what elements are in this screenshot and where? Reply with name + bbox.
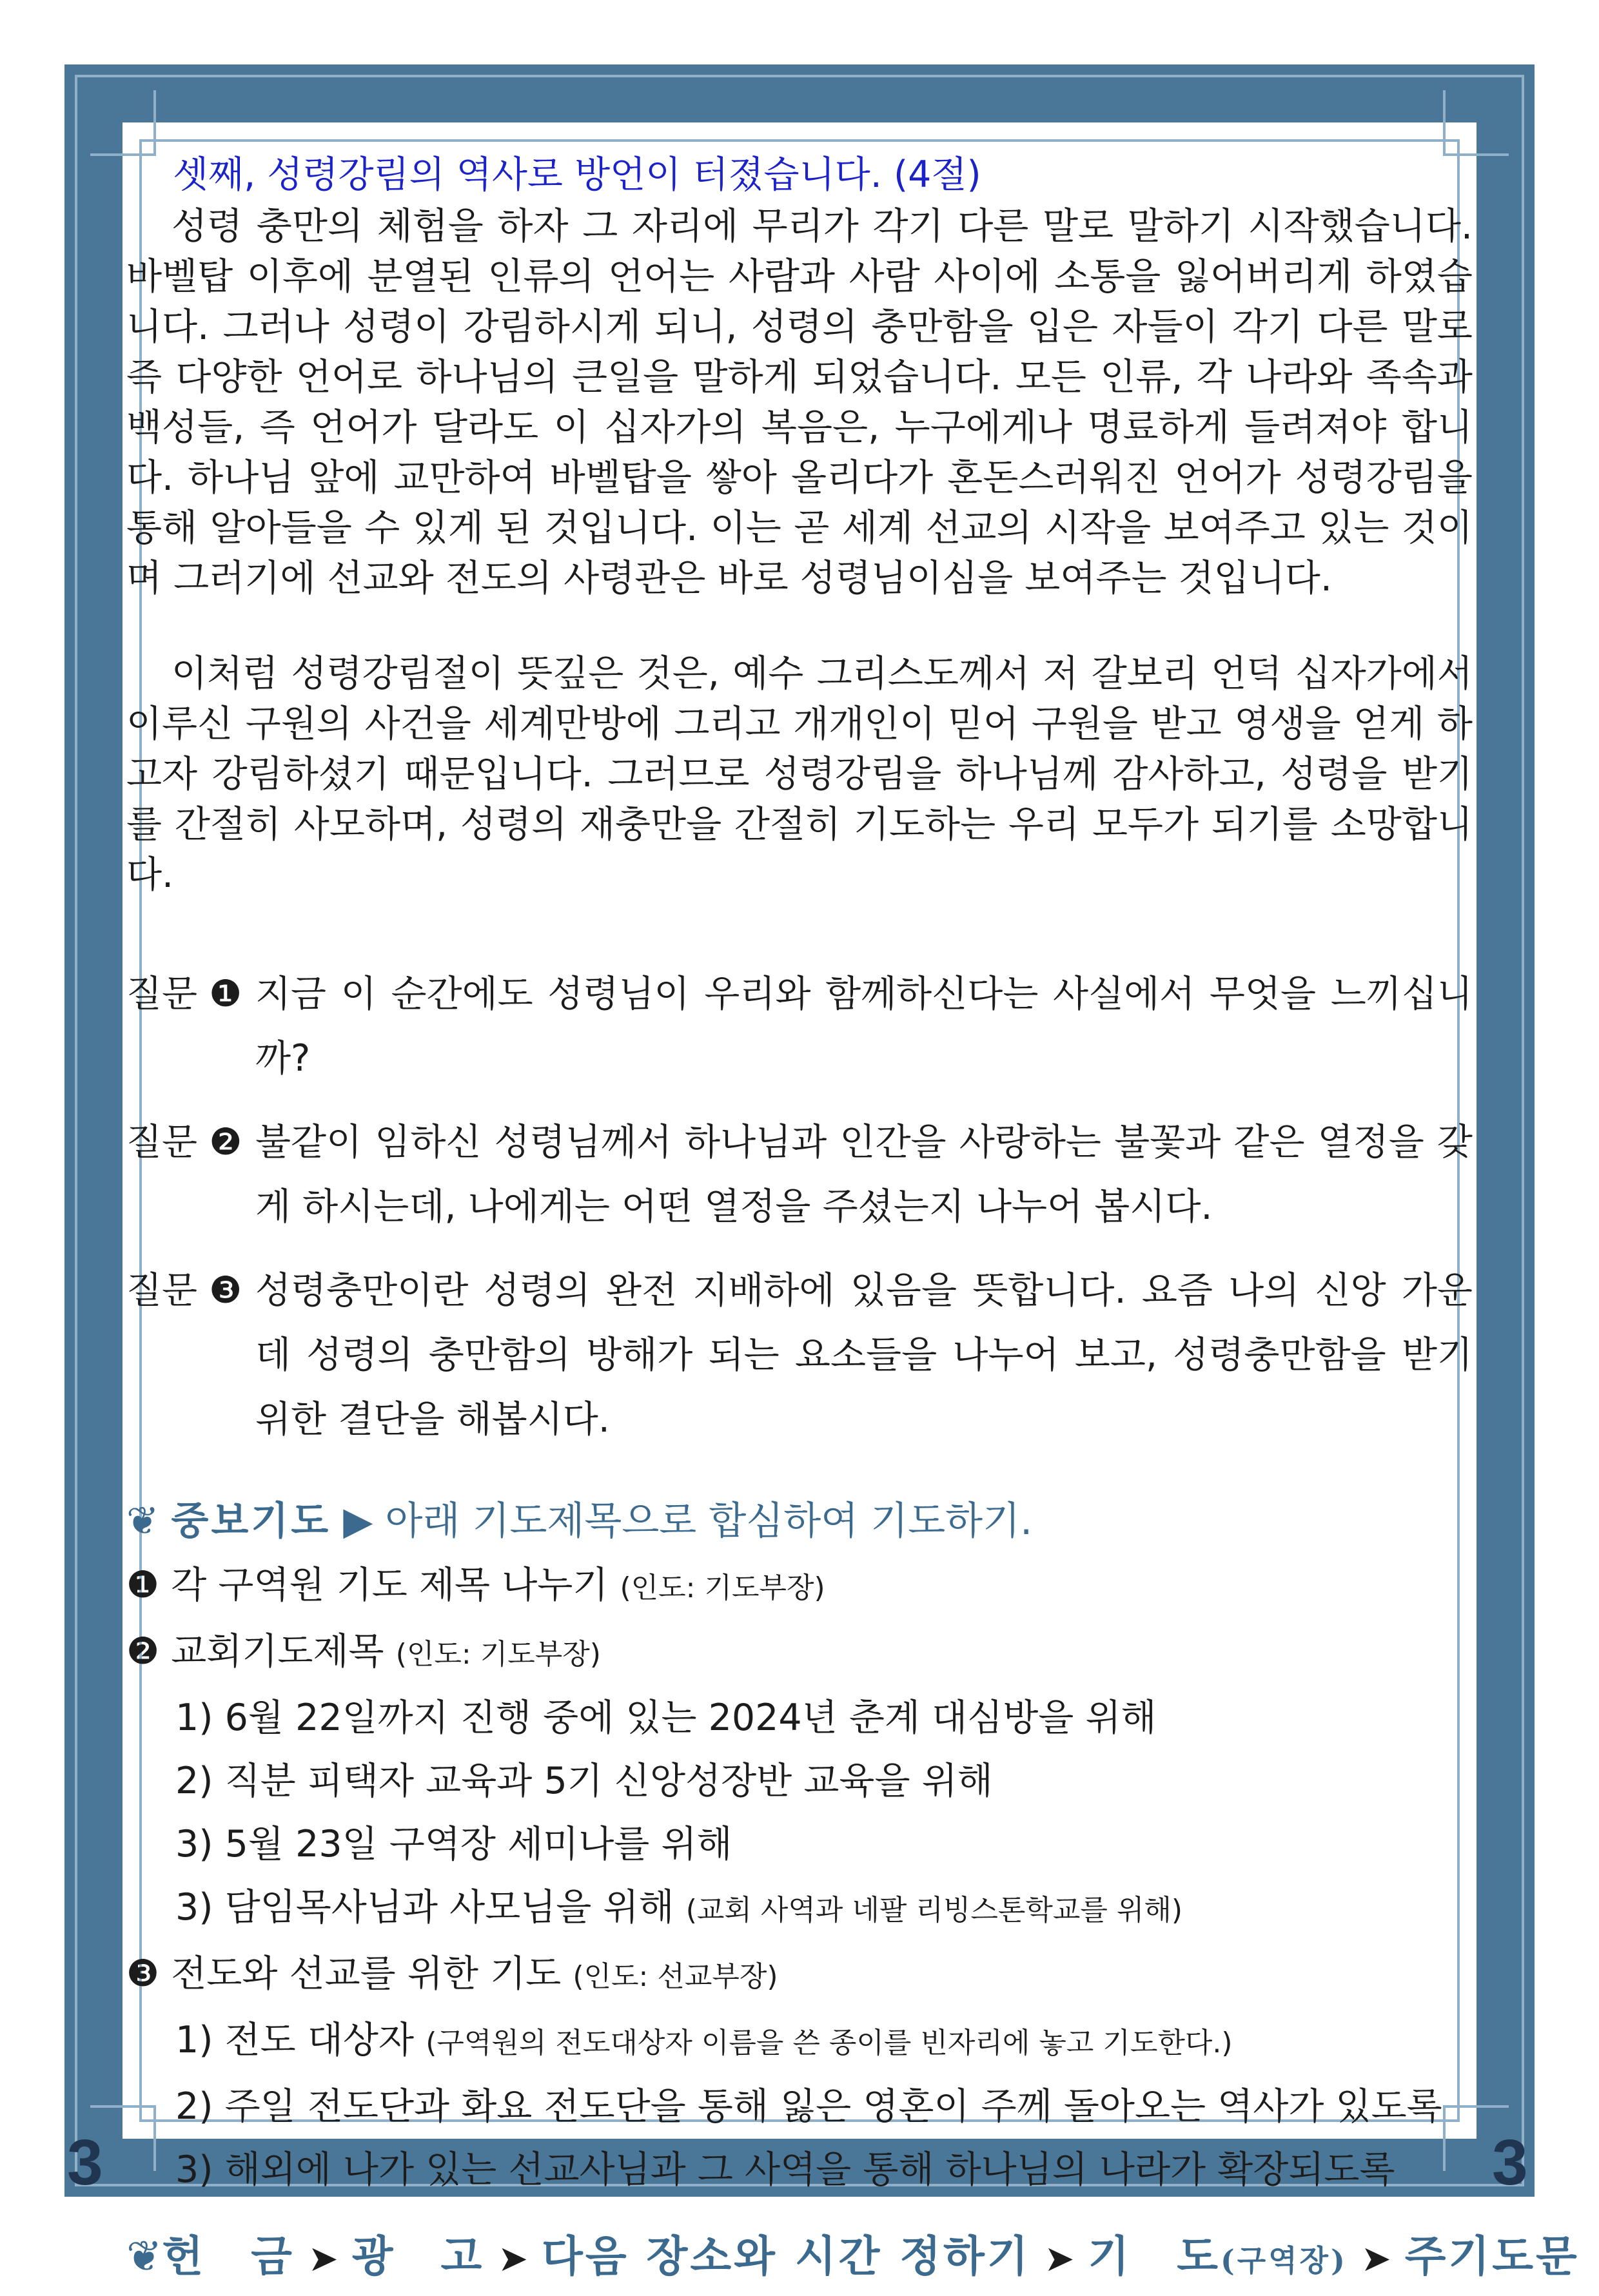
question-label: 질문 ❸ [126,1269,242,1312]
list-item: 3) 해외에 나가 있는 선교사님과 그 사역을 통해 하나님의 나라가 확장되도록 [175,2148,1395,2191]
offering-label: 헌 금 [162,2231,295,2281]
list-item: 1) 6월 22일까지 진행 중에 있는 2024년 춘계 대심방을 위해 [175,1697,1157,1739]
list-item: 2) 직분 피택자 교육과 5기 신앙성장반 교육을 위해 [175,1760,993,1802]
prayer-leader-note: (구역장) [1221,2243,1348,2278]
body-paragraph-1: 성령 충만의 체험을 하자 그 자리에 무리가 각기 다른 말로 말하기 시작했습니다. 바벨탑 이후에 분열된 인류의 언어는 사람과 사람 사이에 소통을 잃어버리게 하였습니다. 그러나 성령이 강림하시게 되니, 성령의 충만함을 입은 자들이 각기 다른 말로 즉 다양한 언어로 하나님의 큰일을 말하게 되었습니다. 모든 인류, 각 나라와 족속과 백성들, 즉 언어가 달라도 이 십자가의 복음은, 누구에게나 명료하게 들려져야 합니다. 하나님 앞에 교만하여 바벨탑을 쌓아 올리다가 혼돈스러워진 언어가 성령강림을 통해 알아들을 수 있게 된 것입니다. 이는 곧 세계 선교의 시작을 보여주고 있는 것이며 그러기에 선교와 전도의 사령관은 바로 성령님이심을 보여주는 것입니다. [126,205,1473,599]
prayer-subtitle: 아래 기도제목으로 합심하여 기도하기. [385,1499,1033,1544]
section-note: (인도: 선교부장) [573,1960,778,1993]
question-3 [126,1258,1473,1452]
question-2 [126,1110,1473,1239]
prayer-section-3 [126,1942,1473,2009]
arrow-icon: ➤ [1044,2238,1075,2280]
intercessory-prayer-title [126,1489,1473,1553]
page-number-left: 3 [67,2126,103,2199]
prayer-label: 기 도 [1088,2231,1221,2281]
section-title: ❷ 교회기도제목 [126,1630,384,1673]
prayer-section-2 [126,1620,1473,1686]
prayer-list [126,1553,1473,2201]
question-text: 성령충만이란 성령의 완전 지배하에 있음을 뜻합니다. 요즘 나의 신앙 가운데 성령의 충만함의 방해가 되는 요소들을 나누어 보고, 성령충만함을 받기 위한 결단을 해봅시다. [255,1269,1473,1441]
arrow-icon: ➤ [1360,2238,1391,2280]
list-item: 3) 담임목사님과 사모님을 위해 (교회 사역과 네팔 리빙스톤학교를 위해) [175,1886,1183,1929]
section-heading: 셋째, 성령강림의 역사로 방언이 터졌습니다. (4절) [173,153,981,196]
list-item: 2) 주일 전도단과 화요 전도단을 통해 잃은 영혼이 주께 돌아오는 역사가 있도록 [175,2085,1442,2128]
body-paragraph-2: 이처럼 성령강림절이 뜻깊은 것은, 예수 그리스도께서 저 갈보리 언덕 십자가에서 이루신 구원의 사건을 세계만방에 그리고 개개인이 믿어 구원을 받고 영생을 얻게 하고자 강림하셨기 때문입니다. 그러므로 성령강림을 하나님께 감사하고, 성령을 받기를 간절히 사모하며, 성령의 재충만을 간절히 기도하는 우리 모두가 되기를 소망합니다. [126,652,1473,896]
prayer-title: 중보기도 [171,1499,331,1544]
list-item: 1) 전도 대상자 (구역원의 전도대상자 이름을 쓴 종이를 빈자리에 놓고 기도한다.) [175,2019,1233,2061]
arrow-icon: ➤ [308,2238,338,2280]
list-item: 3) 5월 23일 구역장 세미나를 위해 [175,1823,732,1865]
announcements-label: 광 고 [351,2231,485,2281]
arrow-icon: ➤ [498,2238,529,2280]
question-label: 질문 ❷ [126,1121,242,1163]
next-meeting-label: 다음 장소와 시간 정하기 [542,2231,1031,2281]
page-number-right: 3 [1492,2126,1528,2199]
section-title: ❶ 각 구역원 기도 제목 나누기 [126,1564,609,1606]
section-note: (인도: 기도부장) [395,1638,601,1671]
flower-bullet-icon: ❦ [126,2232,162,2281]
flower-bullet-icon: ❦ [126,1499,159,1544]
meeting-order [126,2221,1580,2296]
play-arrow-icon: ▶ [343,1499,373,1544]
section-title: ❸ 전도와 선교를 위한 기도 [126,1952,562,1995]
section-note: (인도: 기도부장) [620,1571,825,1604]
question-label: 질문 ❶ [126,973,242,1015]
lords-prayer-label: 주기도문 [1404,2231,1580,2281]
question-1 [126,962,1473,1091]
question-text: 지금 이 순간에도 성령님이 우리와 함께하신다는 사실에서 무엇을 느끼십니까? [255,973,1473,1080]
prayer-section-1 [126,1553,1473,1620]
question-text: 불같이 임하신 성령님께서 하나님과 인간을 사랑하는 불꽃과 같은 열정을 갖게 하시는데, 나에게는 어떤 열정을 주셨는지 나누어 봅시다. [255,1121,1473,1228]
page-content [126,150,1580,2296]
